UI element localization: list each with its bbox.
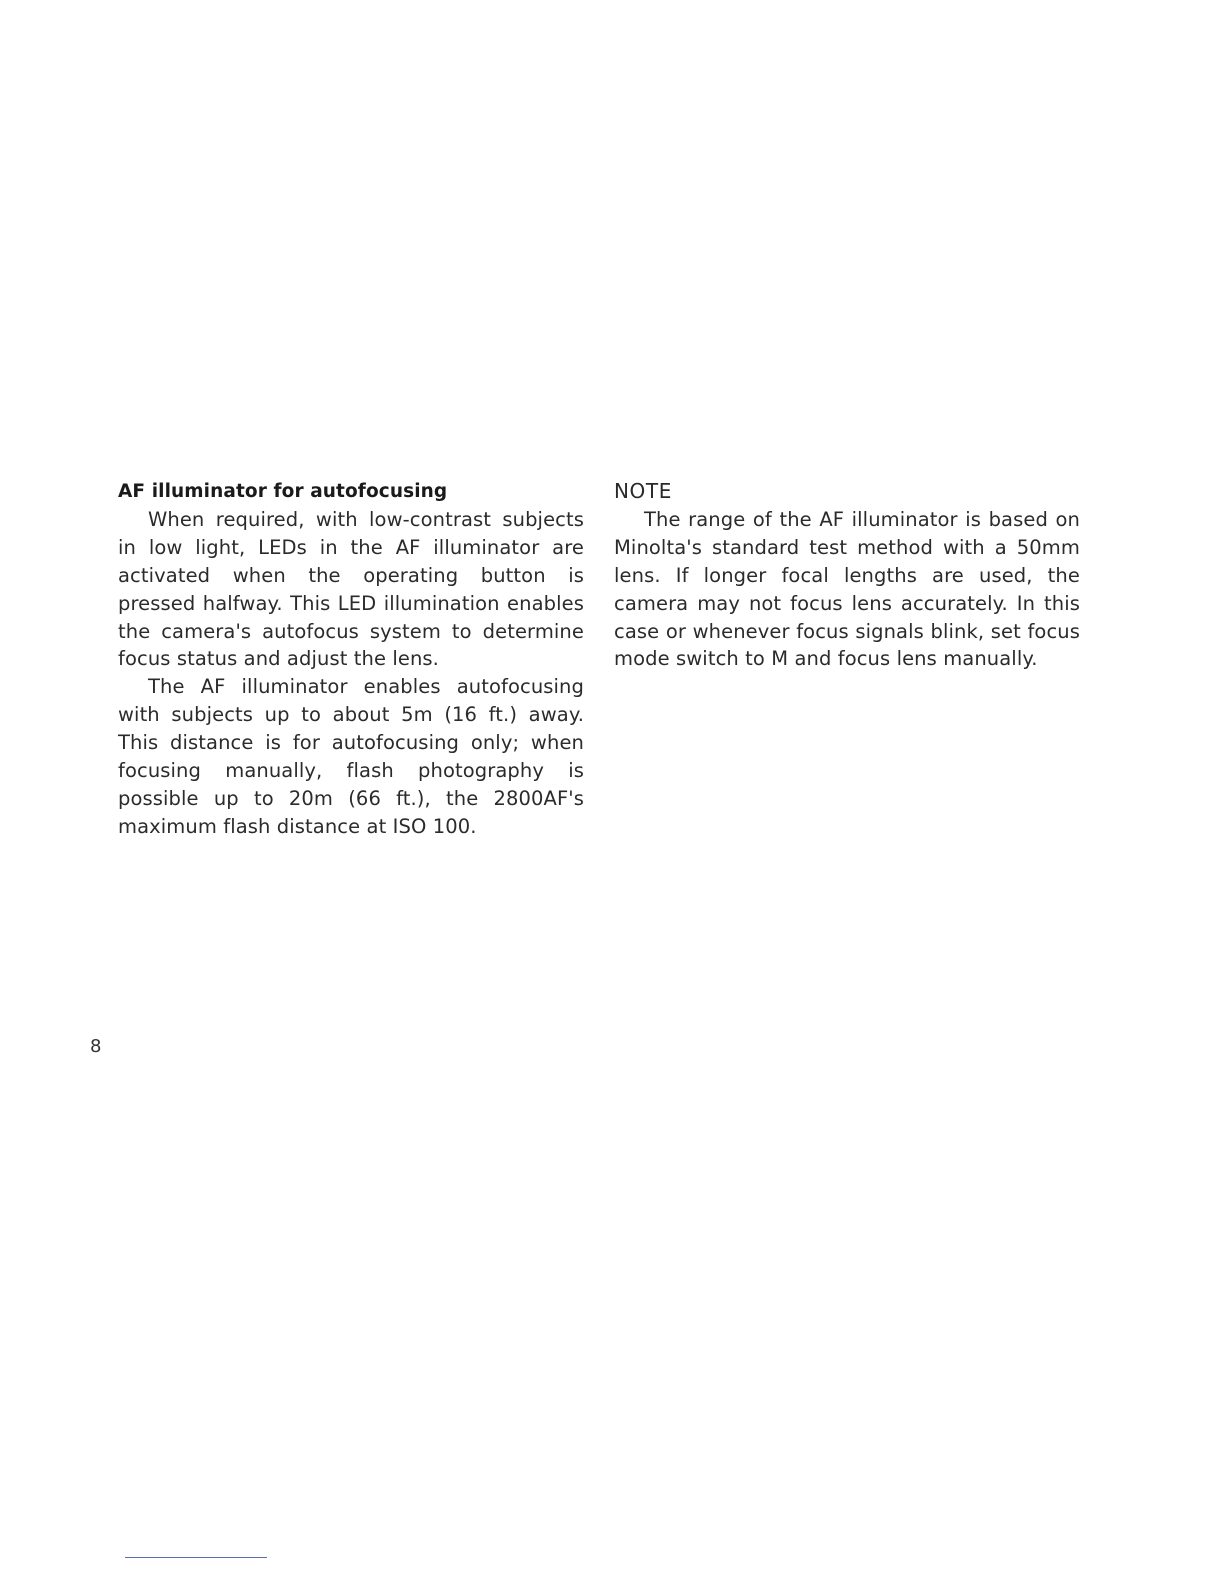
- paragraph-af-illuminator-activation: When required, with low-contrast subjects in low light, LEDs in the AF illuminator are activated when the operating button is pressed halfway. This LED illumination enables the camera's autofocus system to determine focus status and adjust the lens.: [118, 507, 584, 671]
- section-heading-af-illuminator: AF illuminator for autofocusing: [118, 481, 448, 502]
- page-number: 8: [90, 1036, 102, 1057]
- footer-rule: [125, 1557, 267, 1558]
- right-column: [614, 478, 1080, 673]
- paragraph-af-illuminator-range: The AF illuminator enables autofocusing with subjects up to about 5m (16 ft.) away. This distance is for autofocusing only; when focusing manually, flash photography is possible up to 20m (66 ft.), the 2800AF's maximum flash distance at ISO 100.: [118, 675, 584, 838]
- left-column: [118, 478, 584, 841]
- note-paragraph: The range of the AF illuminator is based on Minolta's standard test method with a 50mm lens. If longer focal lengths are used, the camera may not focus lens accurately. In this case or whenever focus signals blink, set focus mode switch to M and focus lens manually.: [614, 507, 1080, 671]
- note-heading: NOTE: [614, 479, 672, 503]
